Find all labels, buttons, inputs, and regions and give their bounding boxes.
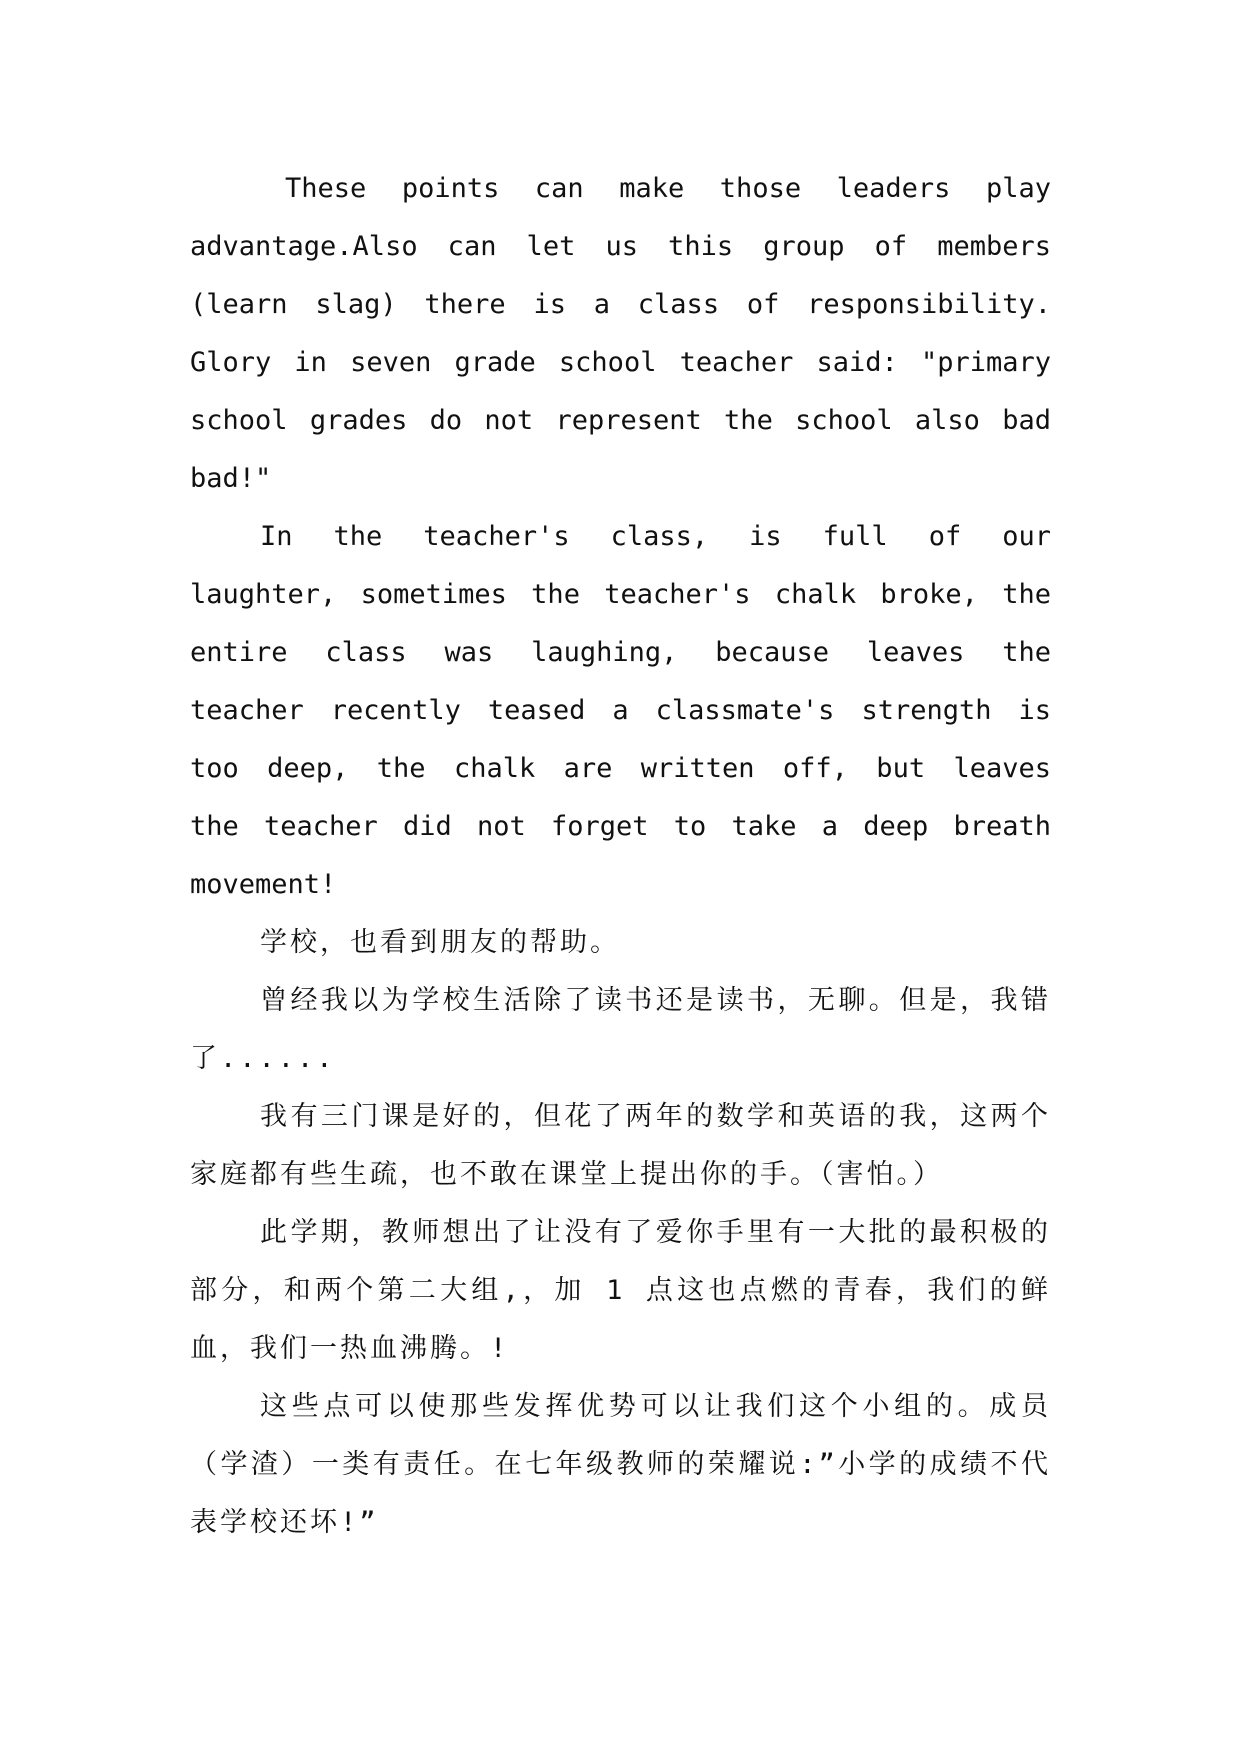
paragraph-three-subjects-zh: 我有三门课是好的，但花了两年的数学和英语的我，这两个家庭都有些生疏，也不敢在课堂上提出你的手。（害怕。） [190, 1101, 1051, 1190]
paragraph-this-semester-zh: 此学期，教师想出了让没有了爱你手里有一大批的最积极的部分，和两个第二大组,，加 1 点这也点燃的青春，我们的鲜血，我们一热血沸腾。! [190, 1217, 1051, 1364]
paragraph-leaders-advantage-en: These points can make those leaders play advantage.Also can let us this group of members (learn slag) there is a class of responsibility. Glory in seven grade school teacher said: "primary school grades do not represent the school also bad bad!" [190, 173, 1051, 494]
paragraph-school-life-zh: 曾经我以为学校生活除了读书还是读书，无聊。但是，我错了...... [190, 985, 1051, 1074]
document-body [190, 160, 1051, 1552]
paragraph-leaders-advantage-zh: 这些点可以使那些发挥优势可以让我们这个小组的。成员（学渣）一类有责任。在七年级教师的荣耀说:”小学的成绩不代表学校还坏!” [190, 1391, 1051, 1538]
paragraph-school-friends-zh: 学校，也看到朋友的帮助。 [260, 927, 620, 958]
paragraph-teacher-class-en: In the teacher's class, is full of our laughter, sometimes the teacher's chalk broke, the entire class was laughing, because leaves the teacher recently teased a classmate's strength is too deep, the chalk are written off, but leaves the teacher did not forget to take a deep breath movement! [190, 521, 1051, 900]
